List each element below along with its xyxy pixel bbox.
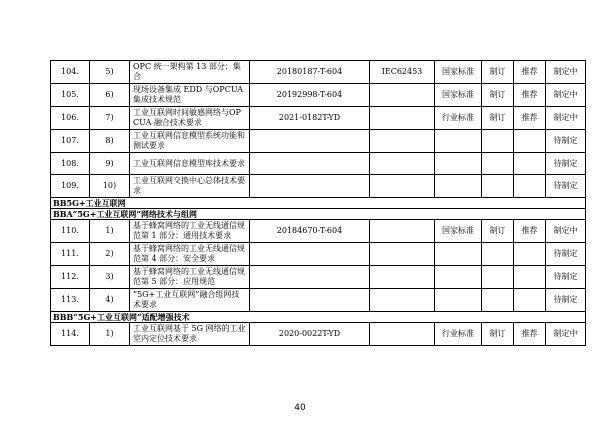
- page-number: 40: [294, 403, 306, 413]
- sub-number-cell: 2): [90, 243, 130, 266]
- standard-level-cell: 行业标准: [435, 323, 482, 346]
- serial-number-cell: 112.: [51, 266, 90, 289]
- standard-name-cell: 基于蜂窝网络的工业无线通信规范第 1 部分：通用技术要求: [130, 220, 250, 243]
- status-cell: 制定中: [546, 107, 586, 130]
- table-row: [51, 175, 586, 198]
- sub-number-cell: 6): [90, 84, 130, 107]
- plan-number-cell: [250, 243, 370, 266]
- standard-level-cell: [435, 175, 482, 198]
- section-header-row: [51, 209, 586, 220]
- table-row: [51, 61, 586, 84]
- sub-number-cell: 10): [90, 175, 130, 198]
- revision-type-cell: 制订: [482, 323, 514, 346]
- revision-type-cell: [482, 153, 514, 175]
- status-cell: 待制定: [546, 266, 586, 289]
- plan-number-cell: [250, 175, 370, 198]
- serial-number-cell: 104.: [51, 61, 90, 84]
- sub-number-cell: 3): [90, 266, 130, 289]
- section-header-row: [51, 198, 586, 209]
- international-standard-cell: [370, 266, 435, 289]
- standard-nature-cell: 推荐: [514, 220, 546, 243]
- standard-nature-cell: 推荐: [514, 61, 546, 84]
- serial-number-cell: 109.: [51, 175, 90, 198]
- standard-level-cell: 国家标准: [435, 84, 482, 107]
- status-cell: 制定中: [546, 84, 586, 107]
- international-standard-cell: [370, 130, 435, 153]
- sub-number-cell: 1): [90, 220, 130, 243]
- status-cell: 制定中: [546, 323, 586, 346]
- international-standard-cell: [370, 153, 435, 175]
- standard-name-cell: 工业互联网信息模型系统功能和测试要求: [130, 130, 250, 153]
- plan-number-cell: 2021-0182T-YD: [250, 107, 370, 130]
- revision-type-cell: [482, 130, 514, 153]
- standard-level-cell: [435, 266, 482, 289]
- table-row: [51, 220, 586, 243]
- international-standard-cell: [370, 107, 435, 130]
- table-row: [51, 289, 586, 312]
- standard-nature-cell: 推荐: [514, 323, 546, 346]
- revision-type-cell: [482, 266, 514, 289]
- serial-number-cell: 111.: [51, 243, 90, 266]
- status-cell: 待制定: [546, 175, 586, 198]
- standard-nature-cell: [514, 289, 546, 312]
- standard-level-cell: 国家标准: [435, 220, 482, 243]
- revision-type-cell: [482, 289, 514, 312]
- international-standard-cell: [370, 323, 435, 346]
- table-row: [51, 266, 586, 289]
- international-standard-cell: [370, 175, 435, 198]
- table-body: [51, 61, 586, 346]
- table-row: [51, 107, 586, 130]
- standard-nature-cell: [514, 153, 546, 175]
- international-standard-cell: [370, 243, 435, 266]
- section-title: BBA“5G+工业互联网”网络技术与组网: [51, 209, 586, 220]
- standard-name-cell: OPC 统一架构第 13 部分：集合: [130, 61, 250, 84]
- serial-number-cell: 108.: [51, 153, 90, 175]
- sub-number-cell: 1): [90, 323, 130, 346]
- standard-level-cell: [435, 153, 482, 175]
- revision-type-cell: 制订: [482, 84, 514, 107]
- serial-number-cell: 107.: [51, 130, 90, 153]
- section-header-row: [51, 312, 586, 323]
- international-standard-cell: [370, 84, 435, 107]
- plan-number-cell: [250, 153, 370, 175]
- plan-number-cell: 2020-0022T-YD: [250, 323, 370, 346]
- status-cell: 待制定: [546, 289, 586, 312]
- standard-name-cell: 工业互联网信息模型库技术要求: [130, 153, 250, 175]
- revision-type-cell: 制订: [482, 220, 514, 243]
- standard-level-cell: [435, 130, 482, 153]
- status-cell: 制定中: [546, 61, 586, 84]
- standard-name-cell: 基于蜂窝网络的工业无线通信规范第 5 部分：应用规范: [130, 266, 250, 289]
- standards-table: [50, 60, 586, 346]
- table-row: [51, 130, 586, 153]
- status-cell: 待制定: [546, 153, 586, 175]
- plan-number-cell: [250, 130, 370, 153]
- standard-name-cell: 现场设备集成 EDD 与OPCUA 集成技术规范: [130, 84, 250, 107]
- standard-nature-cell: [514, 175, 546, 198]
- standard-level-cell: 行业标准: [435, 107, 482, 130]
- section-title: BBB“5G+工业互联网”适配增强技术: [51, 312, 586, 323]
- plan-number-cell: [250, 266, 370, 289]
- standard-name-cell: 工业互联网基于 5G 网络的工业室内定位技术要求: [130, 323, 250, 346]
- serial-number-cell: 106.: [51, 107, 90, 130]
- standard-level-cell: 国家标准: [435, 61, 482, 84]
- status-cell: 制定中: [546, 220, 586, 243]
- plan-number-cell: 20184670-T-604: [250, 220, 370, 243]
- status-cell: 待制定: [546, 130, 586, 153]
- standard-name-cell: “5G+工业互联网”融合组网技术要求: [130, 289, 250, 312]
- table-row: [51, 323, 586, 346]
- serial-number-cell: 110.: [51, 220, 90, 243]
- table-row: [51, 84, 586, 107]
- table-row: [51, 153, 586, 175]
- revision-type-cell: [482, 243, 514, 266]
- standard-name-cell: 工业互联网时间敏感网络与OPCUA 融合技术要求: [130, 107, 250, 130]
- international-standard-cell: [370, 289, 435, 312]
- standard-name-cell: 基于蜂窝网络的工业无线通信规范第 4 部分：安全要求: [130, 243, 250, 266]
- standard-level-cell: [435, 289, 482, 312]
- serial-number-cell: 105.: [51, 84, 90, 107]
- standard-name-cell: 工业互联网交换中心总体技术要求: [130, 175, 250, 198]
- revision-type-cell: 制订: [482, 61, 514, 84]
- standard-level-cell: [435, 243, 482, 266]
- standard-nature-cell: 推荐: [514, 84, 546, 107]
- section-title: BB5G+工业互联网: [51, 198, 586, 209]
- plan-number-cell: 20192998-T-604: [250, 84, 370, 107]
- international-standard-cell: [370, 220, 435, 243]
- sub-number-cell: 5): [90, 61, 130, 84]
- table-row: [51, 243, 586, 266]
- revision-type-cell: 制订: [482, 107, 514, 130]
- sub-number-cell: 7): [90, 107, 130, 130]
- international-standard-cell: IEC62453: [370, 61, 435, 84]
- standard-nature-cell: [514, 130, 546, 153]
- plan-number-cell: [250, 289, 370, 312]
- sub-number-cell: 9): [90, 153, 130, 175]
- sub-number-cell: 8): [90, 130, 130, 153]
- standard-nature-cell: 推荐: [514, 107, 546, 130]
- serial-number-cell: 113.: [51, 289, 90, 312]
- serial-number-cell: 114.: [51, 323, 90, 346]
- status-cell: 待制定: [546, 243, 586, 266]
- standard-nature-cell: [514, 266, 546, 289]
- sub-number-cell: 4): [90, 289, 130, 312]
- standard-nature-cell: [514, 243, 546, 266]
- revision-type-cell: [482, 175, 514, 198]
- plan-number-cell: 20180187-T-604: [250, 61, 370, 84]
